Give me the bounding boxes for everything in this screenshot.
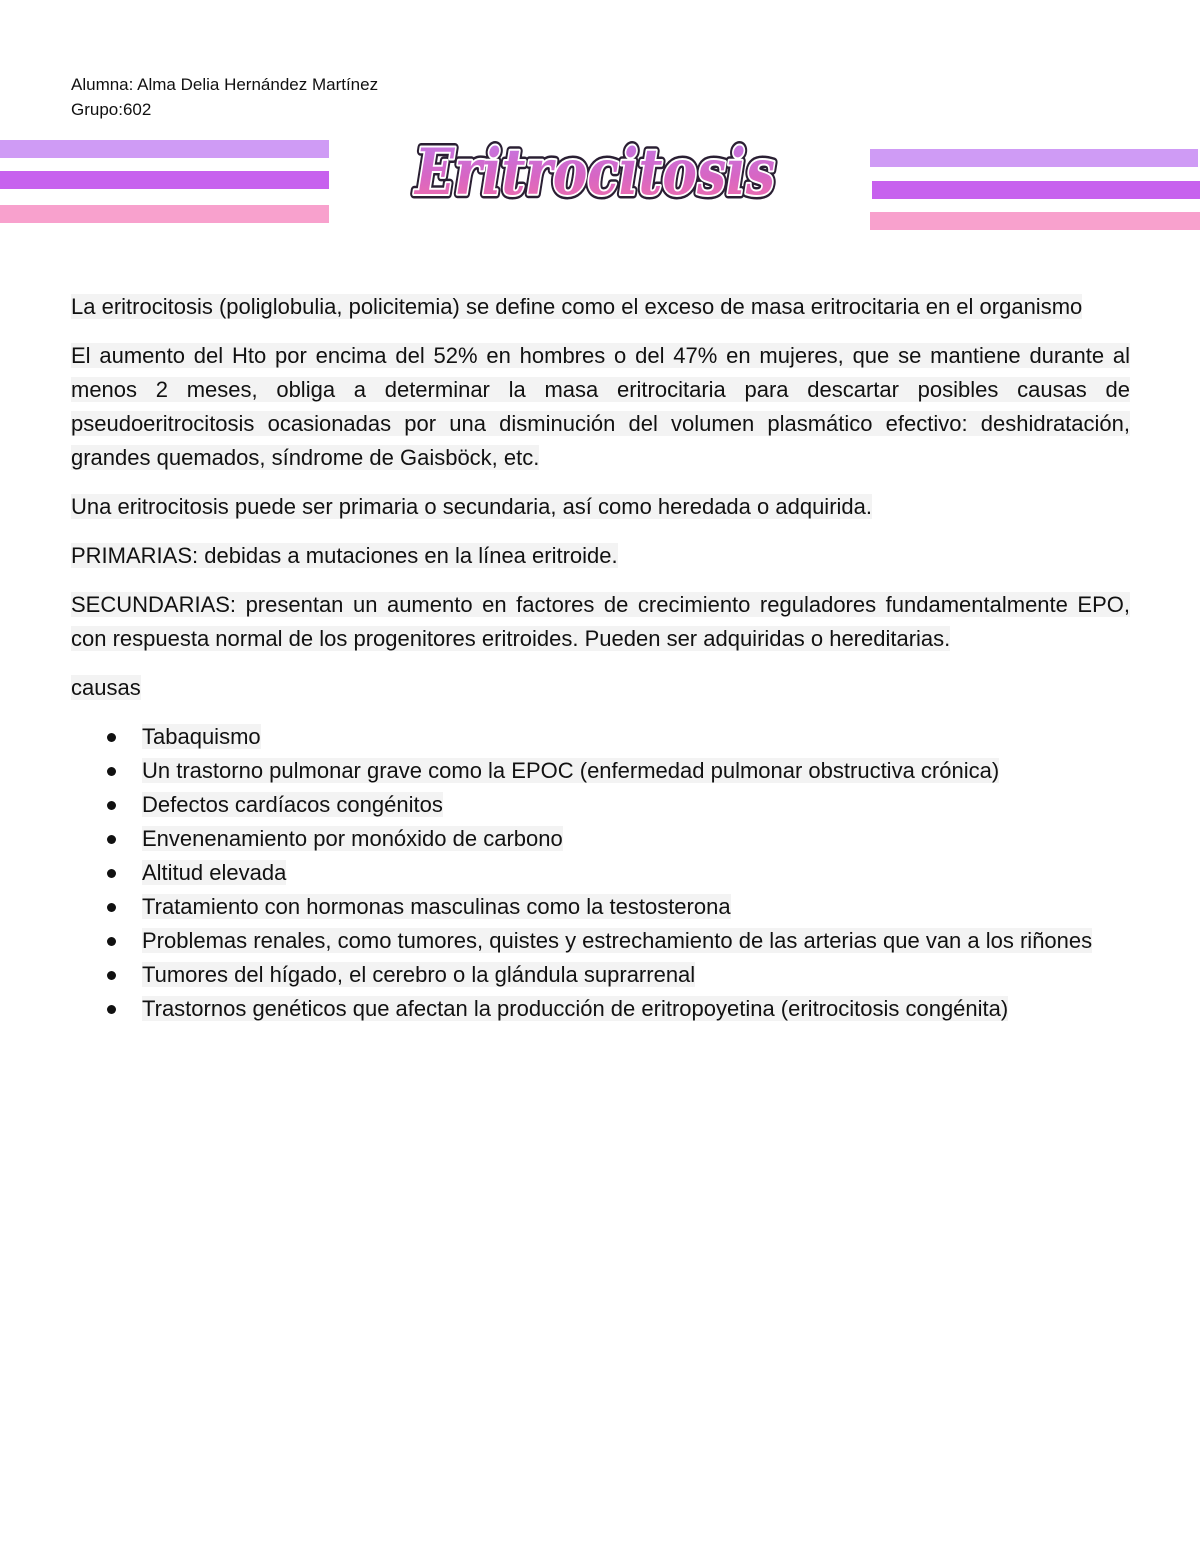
list-item-text: Problemas renales, como tumores, quistes y estrechamiento de las arterias que van a los riñones [142,928,1093,953]
stripe-right-1 [870,149,1198,167]
bullet-icon [107,971,116,980]
bullet-icon [107,767,116,776]
document-body [71,290,1130,1026]
page-title: Eritrocitosis [413,135,775,210]
paragraph-secundarias-text: SECUNDARIAS: presentan un aumento en factores de crecimiento reguladores fundamentalmente EPO, con respuesta normal de los progenitores eritroides. Pueden ser adquiridas o hereditarias. [71,592,1130,651]
paragraph-hto-text: El aumento del Hto por encima del 52% en hombres o del 47% en mujeres, que se mantiene durante al menos 2 meses, obliga a determinar la masa eritrocitaria para descartar posibles causas de pseudoeritrocitosis ocasionadas por una disminución del volumen plasmático efectivo: deshidratación, grandes quemados, síndrome de Gaisböck, etc. [71,343,1130,470]
paragraph-types-text: Una eritrocitosis puede ser primaria o secundaria, así como heredada o adquirida. [71,494,872,519]
title-shadow: Eritrocitosis [413,135,775,210]
list-item-text: Tratamiento con hormonas masculinas como la testosterona [142,894,731,919]
causes-heading-text: causas [71,675,141,700]
list-item-text: Trastornos genéticos que afectan la producción de eritropoyetina (eritrocitosis congénita) [142,996,1009,1021]
causes-heading [71,671,1130,705]
list-item-text: Un trastorno pulmonar grave como la EPOC (enfermedad pulmonar obstructiva crónica) [142,758,1000,783]
bullet-icon [107,937,116,946]
stripe-right-3 [870,212,1200,230]
bullet-icon [107,733,116,742]
list-item [71,754,1130,788]
paragraph-primarias-text: PRIMARIAS: debidas a mutaciones en la línea eritroide. [71,543,618,568]
title-graphic [400,122,790,222]
group-label: Grupo:602 [71,100,152,119]
title-svg [400,122,790,222]
list-item [71,958,1130,992]
paragraph-secundarias [71,588,1130,656]
bullet-icon [107,835,116,844]
stripe-left-2 [0,171,329,189]
list-item-text: Altitud elevada [142,860,287,885]
stripe-right-2 [872,181,1200,199]
list-item [71,822,1130,856]
list-item [71,890,1130,924]
title-outline: Eritrocitosis [413,135,775,210]
bullet-icon [107,869,116,878]
stripe-left-3 [0,205,329,223]
bullet-icon [107,801,116,810]
list-item-text: Defectos cardíacos congénitos [142,792,443,817]
list-item [71,856,1130,890]
list-item-text: Tabaquismo [142,724,261,749]
list-item [71,788,1130,822]
list-item-text: Tumores del hígado, el cerebro o la glándula suprarrenal [142,962,696,987]
paragraph-hto [71,339,1130,475]
list-item [71,720,1130,754]
paragraph-definition-text: La eritrocitosis (poliglobulia, policitemia) se define como el exceso de masa eritrocitaria en el organismo [71,294,1083,319]
student-name: Alumna: Alma Delia Hernández Martínez [71,75,379,94]
list-item-text: Envenenamiento por monóxido de carbono [142,826,563,851]
stripe-left-1 [0,140,329,158]
list-item [71,992,1130,1026]
paragraph-types [71,490,1130,524]
bullet-icon [107,1005,116,1014]
causes-list [71,720,1130,1026]
paragraph-definition [71,290,1130,324]
document-header [71,72,378,122]
paragraph-primarias [71,539,1130,573]
bullet-icon [107,903,116,912]
list-item [71,924,1130,958]
